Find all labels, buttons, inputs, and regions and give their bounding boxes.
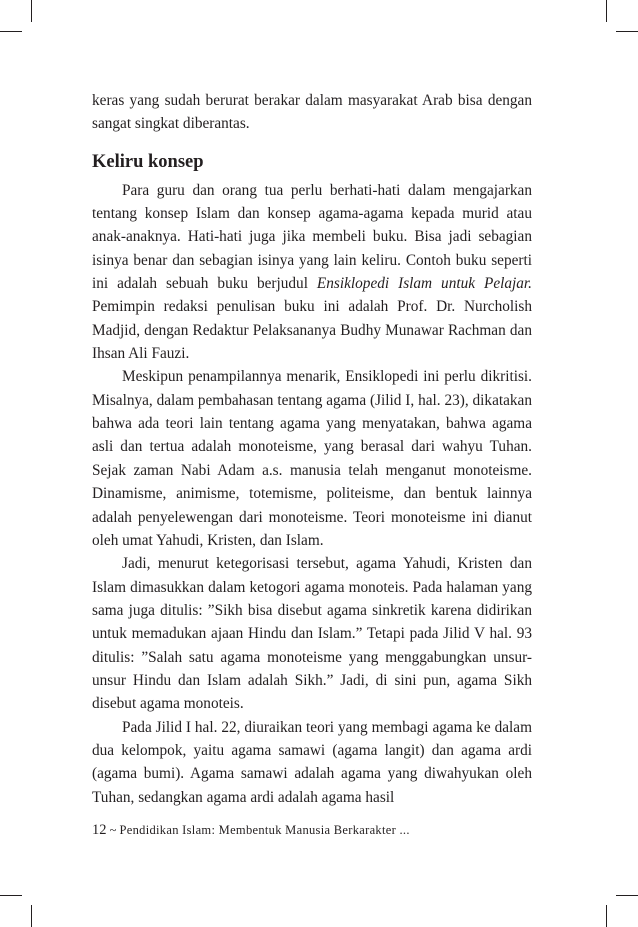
paragraph-2: Meskipun penampilannya menarik, Ensiklopedi ini perlu dikritisi. Misalnya, dalam pembahasan tentang agama (Jilid I, hal. 23), dikatakan bahwa ada teori lain tentang agama yang menyatakan, bahwa agama asli dan tertua adalah monoteisme, yang berasal dari wahyu Tuhan. Sejak zaman Nabi Adam a.s. manusia telah menganut monoteisme. Dinamisme, animisme, totemisme, politeisme, dan bentuk lainnya adalah penyelewengan dari monoteisme. Teori monoteisme ini dianut oleh umat Yahudi, Kristen, dan Islam. xyxy=(92,368,532,549)
page-body xyxy=(92,89,532,809)
paragraph-1-text-a: Para guru dan orang tua perlu berhati-hati dalam mengajarkan tentang konsep Islam dan konsep agama-agama kepada murid atau anak-anaknya. Hati-hati juga jika membeli buku. Bisa jadi sebagian isinya benar dan sebagian isinya yang lain keliru. Contoh buku seperti ini adalah sebuah buku berjudul xyxy=(92,181,532,293)
crop-mark-bottom-right-h xyxy=(616,895,638,896)
crop-mark-top-left-h xyxy=(0,31,22,32)
page-footer xyxy=(92,822,552,839)
crop-mark-top-right-v xyxy=(606,0,607,22)
crop-mark-bottom-left-h xyxy=(0,895,22,896)
crop-mark-top-right-h xyxy=(616,31,638,32)
book-title-italic: Ensiklopedi Islam untuk Pelajar. xyxy=(316,275,533,293)
paragraph-continuation: keras yang sudah berurat berakar dalam masyarakat Arab bisa dengan sangat singkat diberantas. xyxy=(92,92,532,133)
paragraph-1 xyxy=(92,179,532,366)
paragraph-3: Jadi, menurut ketegorisasi tersebut, agama Yahudi, Kristen dan Islam dimasukkan dalam ketogori agama monoteis. Pada halaman yang sama juga ditulis: ”Sikh bisa disebut agama sinkretik karena didirikan untuk memadukan ajaan Hindu dan Islam.” Tetapi pada Jilid V hal. 93 ditulis: ”Salah satu agama monoteisme yang menggabungkan unsur-unsur Hindu dan Islam adalah Sikh.” Jadi, di sini pun, agama Sikh disebut agama monoteis. xyxy=(92,555,532,713)
paragraph-4: Pada Jilid I hal. 22, diuraikan teori yang membagi agama ke dalam dua kelompok, yaitu agama samawi (agama langit) dan agama ardi (agama bumi). Agama samawi adalah agama yang diwahyukan oleh Tuhan, sedangkan agama ardi adalah agama hasil xyxy=(92,718,532,806)
footer-separator: ~ xyxy=(109,823,117,837)
crop-mark-top-left-v xyxy=(31,0,32,22)
running-title: Pendidikan Islam: Membentuk Manusia Berkarakter ... xyxy=(119,823,410,837)
section-heading: Keliru konsep xyxy=(92,151,204,172)
page-number: 12 xyxy=(92,822,107,838)
paragraph-1-text-b: Pemimpin redaksi penulisan buku ini adalah Prof. Dr. Nurcholish Madjid, dengan Redaktur Pelaksananya Budhy Munawar Rachman dan Ihsan Ali Fauzi. xyxy=(92,298,532,363)
crop-mark-bottom-right-v xyxy=(606,905,607,927)
crop-mark-bottom-left-v xyxy=(31,905,32,927)
